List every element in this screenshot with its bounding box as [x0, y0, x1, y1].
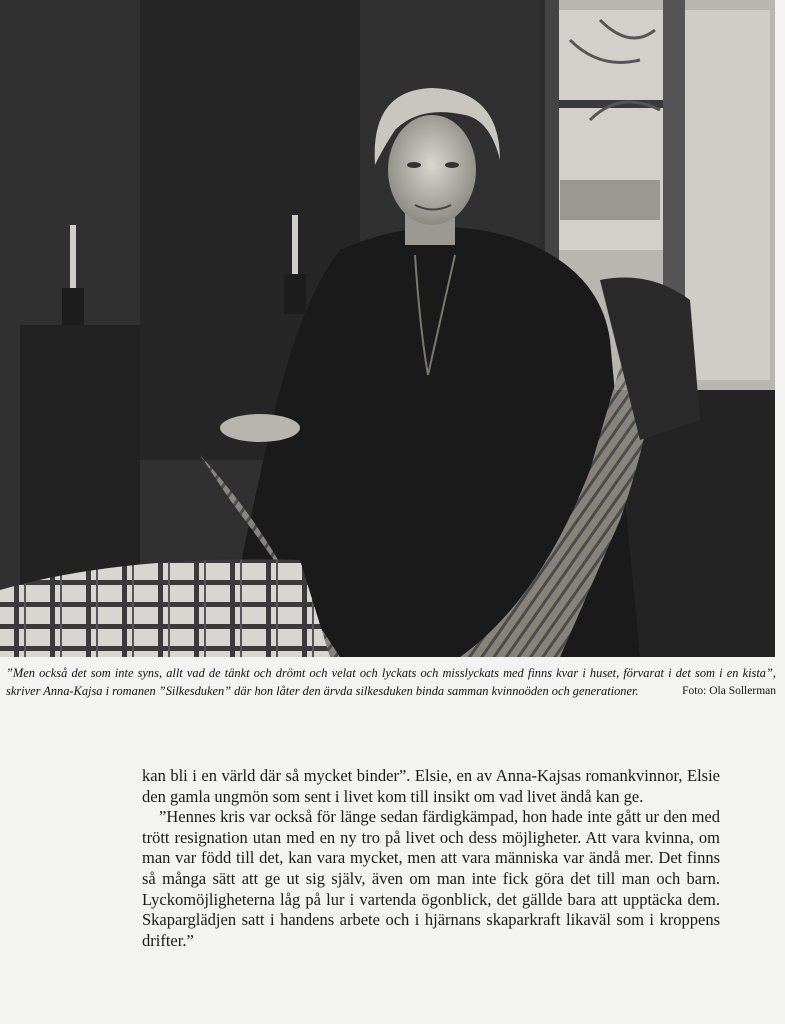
photo-credit: Foto: Ola Sollerman: [682, 685, 776, 697]
paragraph: ”Hennes kris var också för länge sedan färdigkämpad, hon hade inte gått ur den med trött resignation utan med en ny tro på livet och dess möjligheter. Att vara kvinna, om man var född till det, kan vara mycket, men att vara människa var ändå mer. Det finns så många sätt att ge ut sig själv, även om man inte fick göra det till man och barn. Lyckomöjligheterna låg på lur i vartenda ögonblick, det gällde bara att upptäcka dem. Skaparglädjen satt i handens arbete och i hjärnans skaparkraft likaväl som i kroppens drifter.”: [142, 807, 720, 950]
article-body: [142, 766, 720, 951]
paragraph: kan bli i en värld där så mycket binder”. Elsie, en av Anna-Kajsas romankvinnor, Elsie den gamla ungmön som sent i livet kom till insikt om vad livet ändå kan ge.: [142, 766, 720, 806]
caption-text: ”Men också det som inte syns, allt vad de tänkt och drömt och velat och lyckats och misslyckats med finns kvar i huset, förvarat i det som i en kista”, skriver Anna-Kajsa i romanen ”Silkesduken” där hon låter den ärvda silkesduken binda samman kvinnoöden och generationer.: [6, 666, 776, 698]
photo-caption: [6, 664, 776, 700]
